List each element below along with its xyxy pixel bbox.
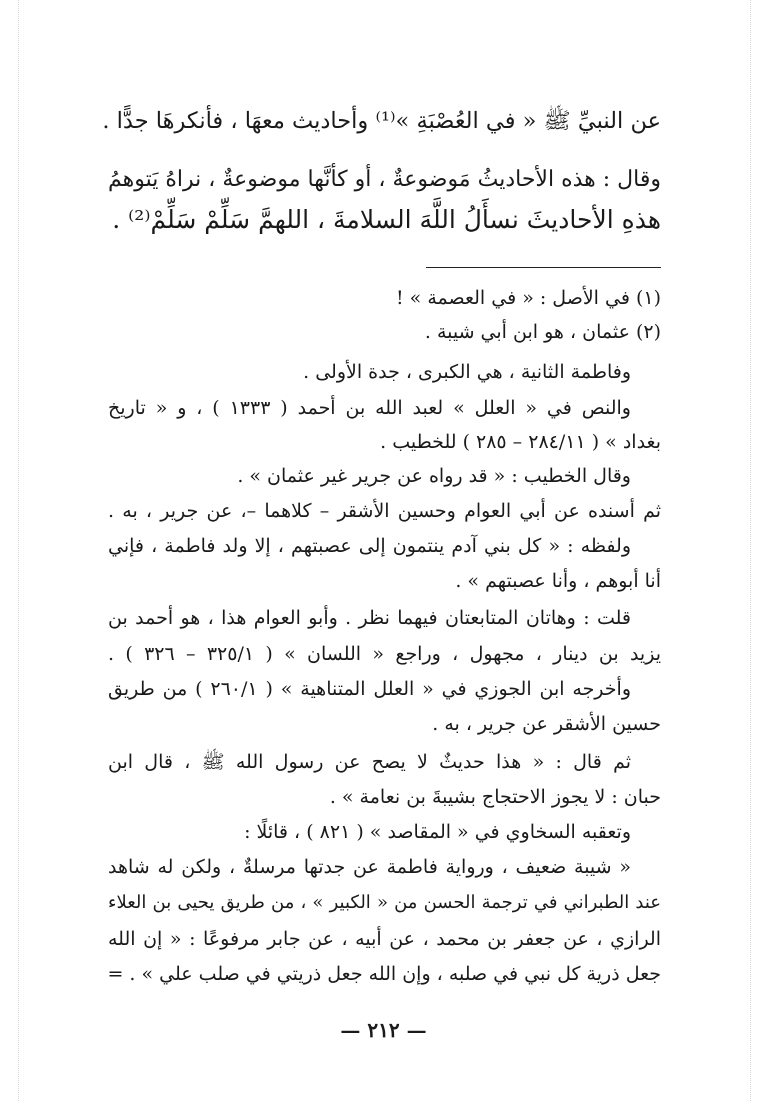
footnote-line-17: « شيبة ضعيف ، ورواية فاطمة عن جدتها مرسلةٌ ، ولكن له شاهد [108,856,631,878]
footnote-line-16: وتعقبه السخاوي في « المقاصد » ( ٨٢١ ) ، قائلًا : [244,821,631,843]
footnote-line-20: جعل ذرية كل نبي في صلبه ، وإن الله جعل ذريتي في صلب علي » . = [107,963,661,985]
footnote-line-10: قلت : وهاتان المتابعتان فيهما نظر . وأبو العوام هذا ، هو أحمد بن [108,607,631,629]
main-text-line-1: عن النبيِّ ﷺ « في العُصْبَةِ »⁽¹⁾ وأحاديث معهَا ، فأنكرهَا جدًّا . [102,108,661,134]
main-text-line-3: هذهِ الأحاديثَ نسأَلُ اللَّهَ السلامةَ ، اللهمَّ سَلِّمْ سَلِّمْ⁽²⁾ . [112,205,661,234]
footnote-line-14: ثم قال : « هذا حديثٌ لا يصح عن رسول الله ﷺ ، قال ابن [108,751,631,773]
footnote-line-15: حبان : لا يجوز الاحتجاج بشيبةَ بن نعامة » . [329,786,661,808]
footnote-separator [426,267,661,268]
footnote-line-13: حسين الأشقر عن جرير ، به . [432,713,661,735]
footnote-line-4: والنص في « العلل » لعبد الله بن أحمد ( ١٣٣٣ ) ، و « تاريخ [108,397,631,419]
footnote-line-6: وقال الخطيب : « قد رواه عن جرير غير عثمان » . [237,465,631,487]
footnote-line-12: وأخرجه ابن الجوزي في « العلل المتناهية » ( ٢٦٠/١ ) من طريق [108,678,631,700]
scan-edge-left [18,0,19,1101]
footnote-line-7: ثم أسنده عن أبي العوام وحسين الأشقر – كلاهما –، عن جرير ، به . [108,500,661,522]
footnote-line-19: الرازي ، عن جعفر بن محمد ، عن أبيه ، عن جابر مرفوعًا : « إن الله [108,928,661,950]
footnote-line-2: (٢) عثمان ، هو ابن أبي شيبة . [424,321,661,343]
footnote-line-5: بغداد » ( ٢٨٤/١١ – ٢٨٥ ) للخطيب . [380,431,661,453]
footnote-line-11: يزيد بن دينار ، مجهول ، وراجع « اللسان » ( ٣٢٥/١ – ٣٢٦ ) . [108,643,661,665]
page-number: — ٢١٢ — [340,1018,427,1042]
footnote-line-18: عند الطبراني في ترجمة الحسن من « الكبير » ، من طريق يحيى بن العلاء [108,892,661,913]
footnote-line-3: وفاطمة الثانية ، هي الكبرى ، جدة الأولى . [303,361,631,383]
footnote-line-9: أنا أبوهم ، وأنا عصبتهم » . [455,570,661,592]
footnote-line-1: (١) في الأصل : « في العصمة » ! [395,287,661,309]
footnote-line-8: ولفظه : « كل بني آدم ينتمون إلى عصبتهم ، إلا ولد فاطمة ، فإني [108,535,631,557]
main-text-line-2: وقال : هذه الأحاديثُ مَوضوعةٌ ، أو كأنَّها موضوعةٌ ، نراهُ يَتوهمُ [108,167,661,192]
scan-edge-right [750,0,751,1101]
